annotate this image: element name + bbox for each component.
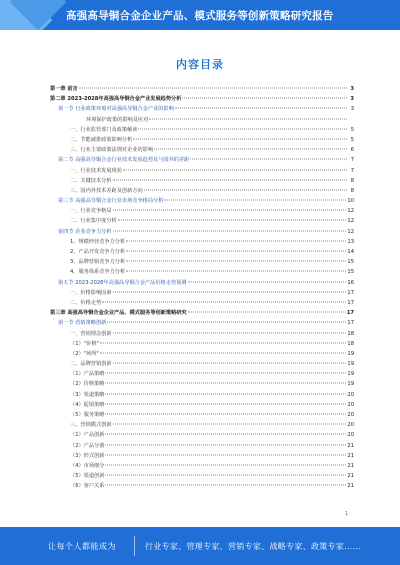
- toc-entry-text: 二、品牌营销创新: [70, 361, 112, 368]
- toc-entry[interactable]: [50, 420, 354, 430]
- toc-entry-text: 第五节 2023-2028年高强高导铜合金产品价格走势预测: [58, 279, 187, 286]
- toc-entry-page: 14: [347, 249, 354, 255]
- toc-leader-dots: [164, 200, 346, 201]
- toc-entry-page: 3: [350, 86, 354, 92]
- toc-leader-dots: [107, 322, 346, 323]
- page-number: 1: [345, 511, 349, 517]
- toc-entry-page: 19: [347, 350, 354, 357]
- toc-entry[interactable]: [50, 166, 354, 176]
- toc-entry-page: 20: [347, 391, 354, 398]
- toc-entry-text: 2、产品开发竞争力分析: [70, 249, 126, 255]
- toc-entry-page: 15: [347, 259, 354, 266]
- toc-entry[interactable]: [50, 410, 354, 420]
- toc-leader-dots: [188, 281, 347, 282]
- toc-entry[interactable]: [50, 339, 354, 349]
- toc-entry-text: 一、行业监管部门及政策解读: [70, 126, 138, 133]
- toc-entry-text: 环境保护政策的影响及应对: [86, 116, 149, 123]
- toc-entry[interactable]: [50, 329, 354, 339]
- toc-leader-dots: [79, 88, 347, 89]
- toc-leader-dots: [100, 352, 347, 353]
- toc-entry-text: 一、价格影响因素: [70, 289, 112, 296]
- toc-entry-text: 二、关键技术分析: [70, 177, 112, 184]
- report-footer: [0, 527, 400, 565]
- toc-entry-page: 19: [347, 361, 354, 368]
- toc-entry-text: 第一章 前言: [50, 86, 78, 92]
- toc-entry[interactable]: [50, 176, 354, 186]
- toc-entry-text: 一、行业技术发展现状: [70, 167, 122, 174]
- toc-entry-text: （1）"价格": [70, 340, 99, 347]
- toc-leader-dots: [113, 291, 347, 292]
- toc-leader-dots: [133, 138, 347, 139]
- toc-entry-page: 20: [347, 412, 354, 418]
- toc-entry[interactable]: [50, 145, 354, 155]
- toc-entry-page: 10: [347, 198, 354, 205]
- toc-entry-text: 第三节 高强高导铜合金行业市场竞争格局分析: [58, 198, 164, 205]
- toc-entry[interactable]: [50, 298, 354, 308]
- toc-entry[interactable]: [50, 247, 354, 257]
- toc-leader-dots: [126, 271, 346, 272]
- report-header: [0, 0, 400, 30]
- toc-entry[interactable]: [50, 135, 354, 145]
- toc-entry-text: （2）产品分割: [70, 442, 105, 449]
- toc-entry-page: 17: [347, 320, 354, 327]
- toc-entry-page: 20: [347, 401, 354, 408]
- toc-entry-page: 16: [347, 279, 354, 286]
- toc-entry[interactable]: [50, 349, 354, 359]
- toc-entry-text: 二、价格走势: [70, 299, 102, 306]
- toc-entry[interactable]: [50, 206, 354, 216]
- toc-leader-dots: [138, 128, 347, 129]
- toc-entry-text: 三、国内外技术差距及创新方向: [70, 187, 143, 194]
- toc-entry[interactable]: [50, 359, 354, 369]
- toc-entry[interactable]: [50, 84, 354, 94]
- toc-leader-dots: [105, 393, 346, 394]
- toc-leader-dots: [105, 403, 346, 404]
- toc-heading: 内容目录: [176, 58, 224, 71]
- toc-entry[interactable]: [50, 318, 354, 328]
- toc-entry[interactable]: [50, 115, 354, 125]
- toc-leader-dots: [154, 149, 347, 150]
- toc-entry-text: （4）市场细分: [70, 462, 105, 469]
- toc-entry-page: 12: [347, 218, 354, 225]
- toc-entry-page: 21: [347, 442, 354, 449]
- toc-entry[interactable]: [50, 430, 354, 440]
- toc-entry[interactable]: [50, 308, 354, 318]
- toc-leader-dots: [144, 189, 347, 190]
- toc-entry[interactable]: [50, 441, 354, 451]
- toc-entry[interactable]: [50, 288, 354, 298]
- toc-entry[interactable]: [50, 94, 354, 104]
- toc-leader-dots: [182, 98, 347, 99]
- report-title: 高强高导铜合金企业产品、模式服务等创新策略研究报告: [66, 10, 334, 22]
- toc-entry-text: 第一节 营销策略创新: [58, 320, 107, 327]
- toc-entry[interactable]: [50, 267, 354, 277]
- toc-leader-dots: [113, 210, 347, 211]
- toc-entry[interactable]: [50, 125, 354, 135]
- toc-entry-page: 20: [347, 432, 354, 439]
- toc-leader-dots: [113, 363, 347, 364]
- toc-leader-dots: [105, 414, 346, 415]
- toc-entry[interactable]: [50, 227, 354, 237]
- toc-entry-text: （4）促销策略: [70, 401, 105, 408]
- toc-leader-dots: [100, 342, 347, 343]
- toc-entry-page: 8: [350, 177, 354, 184]
- toc-entry-page: 18: [347, 330, 354, 337]
- toc-entry-text: 第二章 2023-2028年高强高导铜合金产业发展趋势分析: [50, 96, 182, 103]
- toc-leader-dots: [105, 373, 346, 374]
- toc-entry-page: 19: [347, 371, 354, 378]
- toc-leader-dots: [105, 454, 346, 455]
- toc-entry-page: 17: [347, 299, 354, 306]
- toc-entry-page: 12: [347, 228, 354, 235]
- toc-entry[interactable]: [50, 390, 354, 400]
- toc-entry-page: 5: [350, 136, 354, 143]
- toc-entry-text: 三、营销模式创新: [70, 422, 112, 429]
- toc-leader-dots: [105, 444, 346, 445]
- toc-leader-dots: [102, 301, 346, 302]
- toc-leader-dots: [190, 159, 347, 160]
- toc-entry-text: 三、行业主要政策法规对企业的影响: [70, 147, 154, 154]
- toc-entry-text: （2）价格策略: [70, 381, 105, 388]
- toc-entry-text: 一、行业竞争格局: [70, 208, 112, 215]
- toc-entry[interactable]: [50, 379, 354, 389]
- toc-entry-page: 6: [350, 147, 354, 154]
- toc-entry[interactable]: [50, 257, 354, 267]
- toc-entry-page: 12: [347, 208, 354, 215]
- toc-entry-page: 15: [347, 269, 354, 276]
- toc-entry-page: 19: [347, 381, 354, 388]
- toc-entry-page: 17: [347, 289, 354, 296]
- toc-entry-page: 20: [347, 422, 354, 429]
- toc-leader-dots: [113, 332, 347, 333]
- toc-entry[interactable]: [50, 186, 354, 196]
- toc-entry-page: 21: [347, 452, 354, 459]
- toc-entry[interactable]: [50, 451, 354, 461]
- toc-leader-dots: [175, 108, 347, 109]
- toc-leader-dots: [113, 179, 347, 180]
- toc-entry[interactable]: [50, 400, 354, 410]
- toc-leader-dots: [105, 383, 346, 384]
- toc-entry[interactable]: [50, 481, 354, 491]
- toc-leader-dots: [105, 485, 346, 486]
- toc-entry-text: 4、服务体系竞争力分析: [70, 269, 126, 276]
- toc-leader-dots: [126, 240, 346, 241]
- toc-entry-page: 3: [350, 106, 354, 113]
- table-of-contents: [50, 84, 354, 492]
- toc-entry-page: 21: [347, 473, 354, 480]
- toc-leader-dots: [118, 220, 347, 221]
- toc-entry-page: 5: [350, 126, 354, 133]
- toc-entry-page: 21: [347, 462, 354, 469]
- toc-entry-text: （3）形式创新: [70, 452, 105, 459]
- toc-entry-text: 二、行业集中度分析: [70, 218, 117, 225]
- toc-entry[interactable]: [50, 155, 354, 165]
- toc-entry-page: 21: [347, 483, 354, 490]
- toc-entry[interactable]: [50, 237, 354, 247]
- toc-leader-dots: [105, 464, 346, 465]
- toc-entry[interactable]: [50, 216, 354, 226]
- footer-slogan-right: 行业专家、管理专家、营销专家、战略专家、政策专家……: [145, 542, 361, 551]
- toc-entry-page: 7: [350, 167, 354, 174]
- toc-entry-text: （6）客户关系: [70, 483, 105, 490]
- toc-entry-text: （2）"场所": [70, 350, 99, 357]
- toc-entry-text: 二、节能减排政策影响分析: [70, 136, 133, 143]
- footer-divider: [134, 536, 135, 556]
- toc-leader-dots: [123, 169, 347, 170]
- toc-leader-dots: [126, 251, 346, 252]
- toc-entry-text: 第三章 高强高导铜合金企业产品、模式服务等创新策略研究: [50, 310, 187, 317]
- toc-entry-text: 一、营销理念创新: [70, 330, 112, 337]
- toc-entry-page: 8: [350, 187, 354, 194]
- toc-entry[interactable]: [50, 278, 354, 288]
- toc-leader-dots: [105, 475, 346, 476]
- toc-entry-page: 17: [346, 310, 354, 317]
- toc-entry-page: 3: [350, 96, 354, 103]
- toc-entry[interactable]: [50, 471, 354, 481]
- toc-entry-text: 1、规模经营竞争力分析: [70, 238, 126, 245]
- toc-entry-text: （5）渠道创新: [70, 473, 105, 480]
- toc-entry-page: 7: [350, 157, 354, 164]
- toc-entry[interactable]: [50, 369, 354, 379]
- toc-entry-text: （3）渠道策略: [70, 391, 105, 398]
- toc-entry-text: （1）产品策略: [70, 371, 105, 378]
- toc-leader-dots: [126, 261, 346, 262]
- toc-entry[interactable]: [50, 461, 354, 471]
- toc-entry-text: 第一节 行业政策环境对高强高导铜合金产业的影响: [58, 106, 174, 113]
- toc-leader-dots: [113, 230, 347, 231]
- toc-entry-page: 18: [347, 340, 354, 347]
- toc-leader-dots: [149, 118, 347, 119]
- toc-entry[interactable]: [50, 104, 354, 114]
- toc-entry-text: （5）服务策略: [70, 412, 105, 418]
- toc-entry[interactable]: [50, 196, 354, 206]
- toc-entry-text: 第二节 高强高导铜合金行业技术发展趋势及与国外的差距: [58, 157, 190, 164]
- toc-entry-page: 13: [347, 238, 354, 245]
- toc-entry-text: （1）产品创新: [70, 432, 105, 439]
- footer-slogan-left: 让每个人都能成为: [48, 542, 116, 551]
- toc-leader-dots: [113, 424, 347, 425]
- toc-entry-text: 第四节 企业竞争力分析: [58, 228, 112, 235]
- toc-entry-text: 3、品牌营销竞争力分析: [70, 259, 126, 266]
- toc-leader-dots: [188, 312, 346, 313]
- toc-leader-dots: [105, 434, 346, 435]
